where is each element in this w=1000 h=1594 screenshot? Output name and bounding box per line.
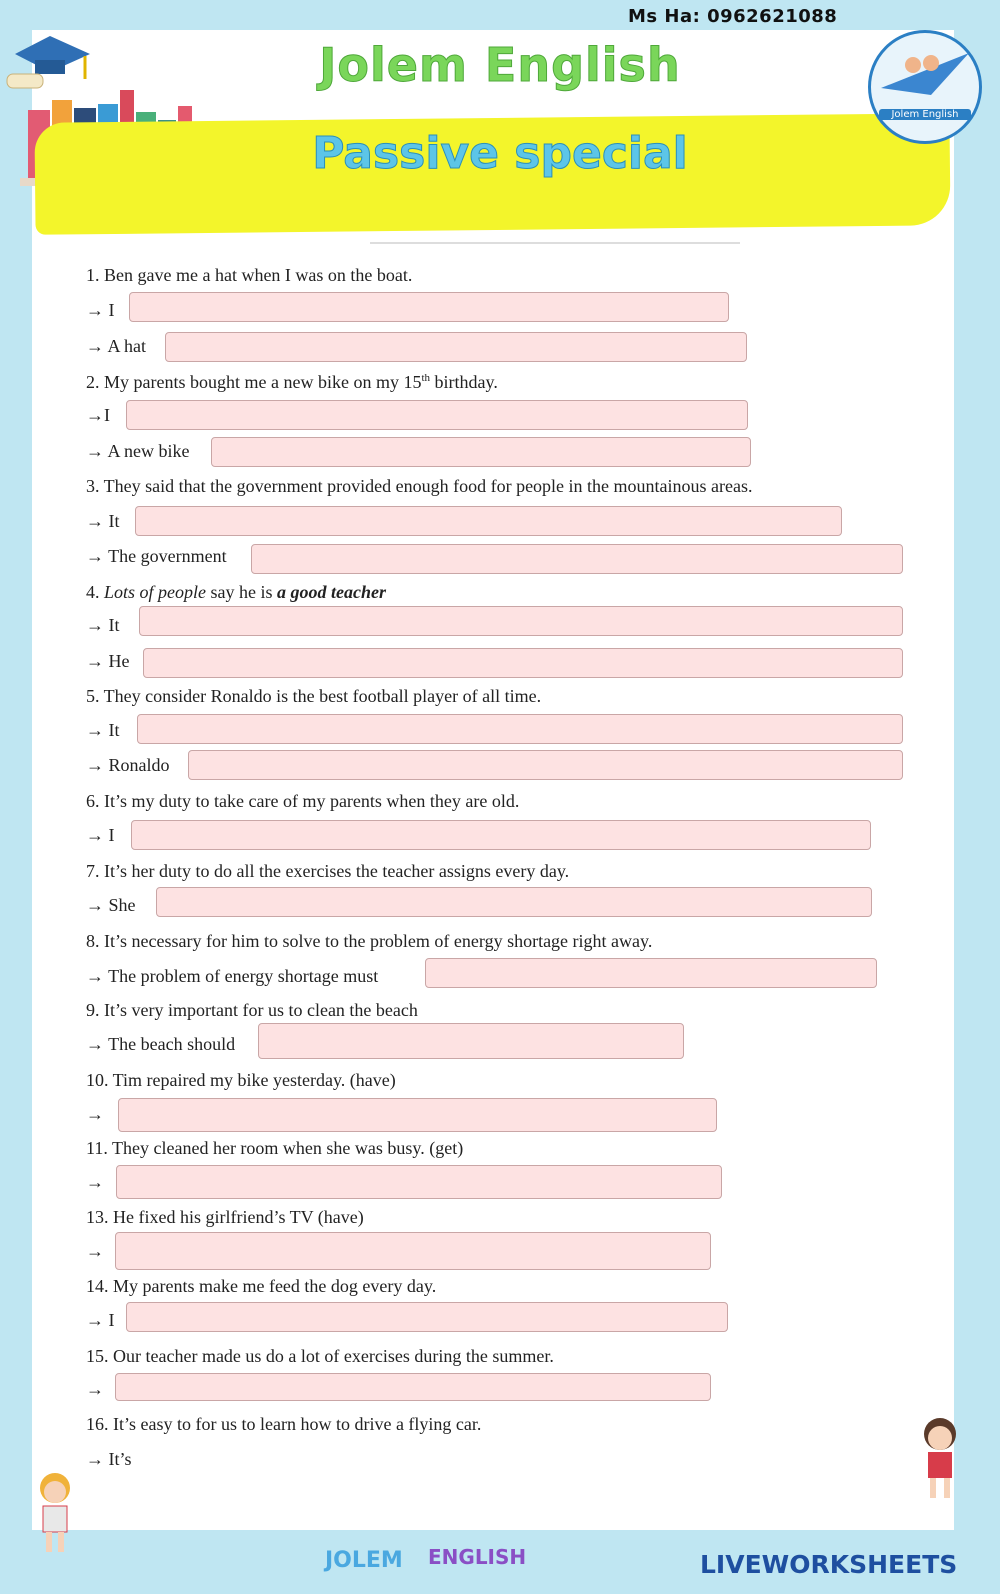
answer-prefix: → The problem of energy shortage must: [86, 966, 379, 986]
answer-prefix: → It: [86, 615, 120, 635]
liveworksheets-logo[interactable]: LIVEWORKSHEETS: [700, 1550, 958, 1579]
answer-prefix: → The beach should: [86, 1034, 236, 1054]
footer-brand-english: ENGLISH: [428, 1545, 527, 1569]
answer-prefix: → He: [86, 651, 130, 671]
answer-box-1b[interactable]: [165, 332, 747, 362]
footer-brand: JOLEM: [325, 1548, 403, 1573]
question-7: 7. It’s her duty to do all the exercises the teacher assigns every day.: [86, 861, 570, 881]
answer-box-7[interactable]: [156, 887, 872, 917]
answer-box-4a[interactable]: [139, 606, 903, 636]
page-title: Passive special: [312, 128, 688, 179]
answer-prefix: →I: [86, 405, 110, 425]
answer-box-3b[interactable]: [251, 544, 903, 574]
answer-prefix: → A hat: [86, 336, 147, 356]
answer-prefix: → Ronaldo: [86, 755, 170, 775]
answer-prefix: → The government: [86, 546, 227, 566]
question-4: 4. Lots of people say he is a good teacher: [86, 582, 386, 602]
answer-prefix: →: [86, 1172, 104, 1192]
answer-box-2a[interactable]: [126, 400, 748, 430]
answer-prefix: → It: [86, 720, 120, 740]
instruction-line: [370, 238, 740, 248]
question-1: 1. Ben gave me a hat when I was on the boat.: [86, 265, 413, 285]
brand-title: Jolem English: [319, 38, 681, 92]
answer-prefix: → I: [86, 1310, 115, 1330]
answer-box-5a[interactable]: [137, 714, 903, 744]
girl-character-icon: [910, 1412, 970, 1502]
answer-prefix: → She: [86, 895, 136, 915]
paper-plane-icon: [871, 33, 979, 113]
answer-prefix: → It’s: [86, 1449, 132, 1469]
answer-box-4b[interactable]: [143, 648, 903, 678]
question-11: 11. They cleaned her room when she was busy. (get): [86, 1138, 464, 1158]
question-6: 6. It’s my duty to take care of my parents when they are old.: [86, 791, 520, 811]
jolem-logo: [868, 30, 982, 144]
question-2: 2. My parents bought me a new bike on my 15th birthday.: [86, 372, 498, 392]
question-16: 16. It’s easy to for us to learn how to drive a flying car.: [86, 1414, 482, 1434]
answer-box-10[interactable]: [118, 1098, 717, 1132]
answer-box-9[interactable]: [258, 1023, 684, 1059]
question-14: 14. My parents make me feed the dog every day.: [86, 1276, 437, 1296]
answer-box-15[interactable]: [115, 1373, 711, 1401]
question-9: 9. It’s very important for us to clean the beach: [86, 1000, 418, 1020]
question-8: 8. It’s necessary for him to solve to the problem of energy shortage right away.: [86, 931, 653, 951]
answer-box-14[interactable]: [126, 1302, 728, 1332]
answer-prefix: →: [86, 1241, 104, 1261]
answer-box-8[interactable]: [425, 958, 877, 988]
answer-prefix: → I: [86, 825, 115, 845]
question-3: 3. They said that the government provided enough food for people in the mountainous areas.: [86, 476, 753, 496]
answer-box-1a[interactable]: [129, 292, 729, 322]
answer-prefix: → A new bike: [86, 441, 190, 461]
answer-prefix: → I: [86, 300, 115, 320]
phone-contact: Ms Ha: 0962621088: [628, 6, 838, 27]
answer-box-6[interactable]: [131, 820, 871, 850]
answer-box-3a[interactable]: [135, 506, 842, 536]
answer-prefix: → It: [86, 511, 120, 531]
question-13: 13. He fixed his girlfriend’s TV (have): [86, 1207, 364, 1227]
question-15: 15. Our teacher made us do a lot of exercises during the summer.: [86, 1346, 554, 1366]
question-10: 10. Tim repaired my bike yesterday. (have): [86, 1070, 396, 1090]
logo-label: Jolem English: [879, 109, 971, 120]
question-5: 5. They consider Ronaldo is the best football player of all time.: [86, 686, 542, 706]
answer-box-13[interactable]: [115, 1232, 711, 1270]
girl-character-icon: [30, 1468, 80, 1558]
answer-box-11[interactable]: [116, 1165, 722, 1199]
answer-prefix: →: [86, 1379, 104, 1399]
answer-prefix: →: [86, 1104, 104, 1124]
answer-box-2b[interactable]: [211, 437, 751, 467]
answer-box-5b[interactable]: [188, 750, 903, 780]
